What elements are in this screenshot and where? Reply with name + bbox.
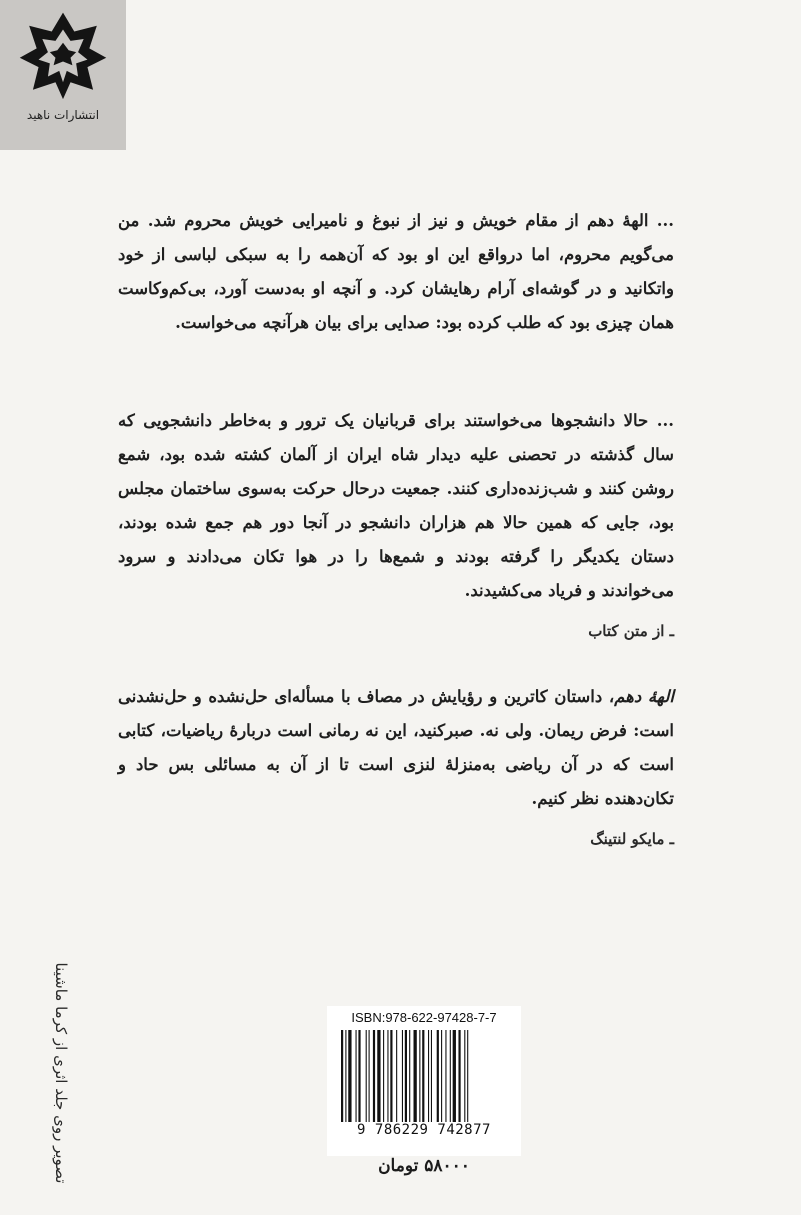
review-paragraph [118, 680, 674, 816]
barcode-icon [341, 1030, 509, 1122]
excerpt-attribution: ـ از متن کتاب [588, 622, 674, 640]
review-attribution: ـ مایکو لنتینگ [590, 830, 674, 848]
excerpt-paragraph-1: ... الههٔ دهم از مقام خویش و نیز از نبوغ و نامیرایی خویش محروم شد. من می‌گویم محروم، اما درواقع این او بود که آن‌همه را به سبکی لباسی از خود واتکانید و در گوشه‌ای آرام رهایشان کرد. و آنچه او به‌دست آورد، بی‌کم‌وکاست همان چیزی بود که طلب کرده بود: صدایی برای بیان هرآنچه می‌خواست. [118, 211, 674, 332]
excerpt-paragraph-2: ... حالا دانشجوها می‌خواستند برای قربانیان یک ترور و به‌خاطر دانشجویی که سال گذشته در تحصنی علیه دیدار شاه ایران از آلمان کشته شده بود، شمع روشن کنند و شب‌زنده‌داری کنند. جمعیت درحال حرکت به‌سوی ساختمان مجلس بود، جایی که همین حالا هم هزاران دانشجو در آنجا دور هم جمع شده بودند، دستان یکدیگر را گرفته بودند و شمع‌ها را در هوا تکان می‌دادند و سرود می‌خواندند و فریاد می‌کشیدند. [118, 411, 674, 600]
price-label: ۵۸۰۰۰ تومان [378, 1156, 470, 1176]
barcode-panel [327, 1006, 521, 1156]
publisher-logo-box [0, 0, 126, 150]
barcode-digits: 9 786229 742877 [357, 1122, 491, 1138]
cover-credit [50, 932, 72, 1214]
eight-pointed-star-icon [16, 4, 110, 104]
publisher-name: انتشارات ناهید [26, 108, 100, 122]
cover-credit-text: تصویر روی جلد اثری از کرما ماشینا [52, 962, 70, 1184]
review-text: ، داستان کاترین و رؤیایش در مصاف با مسأله‌ای حل‌نشده و حل‌نشدنی است: فرض ریمان. ولی نه. صبرکنید، این نه رمانی است دربارهٔ ریاضیات، کتابی است که در آن ریاضی به‌منزلهٔ لنزی است تا از آن به مسائلی بس حاد و تکان‌دهنده نظر کنیم. [118, 687, 674, 808]
isbn-label: ISBN:978-622-97428-7-7 [351, 1010, 497, 1025]
book-title: الههٔ دهم [614, 687, 674, 706]
